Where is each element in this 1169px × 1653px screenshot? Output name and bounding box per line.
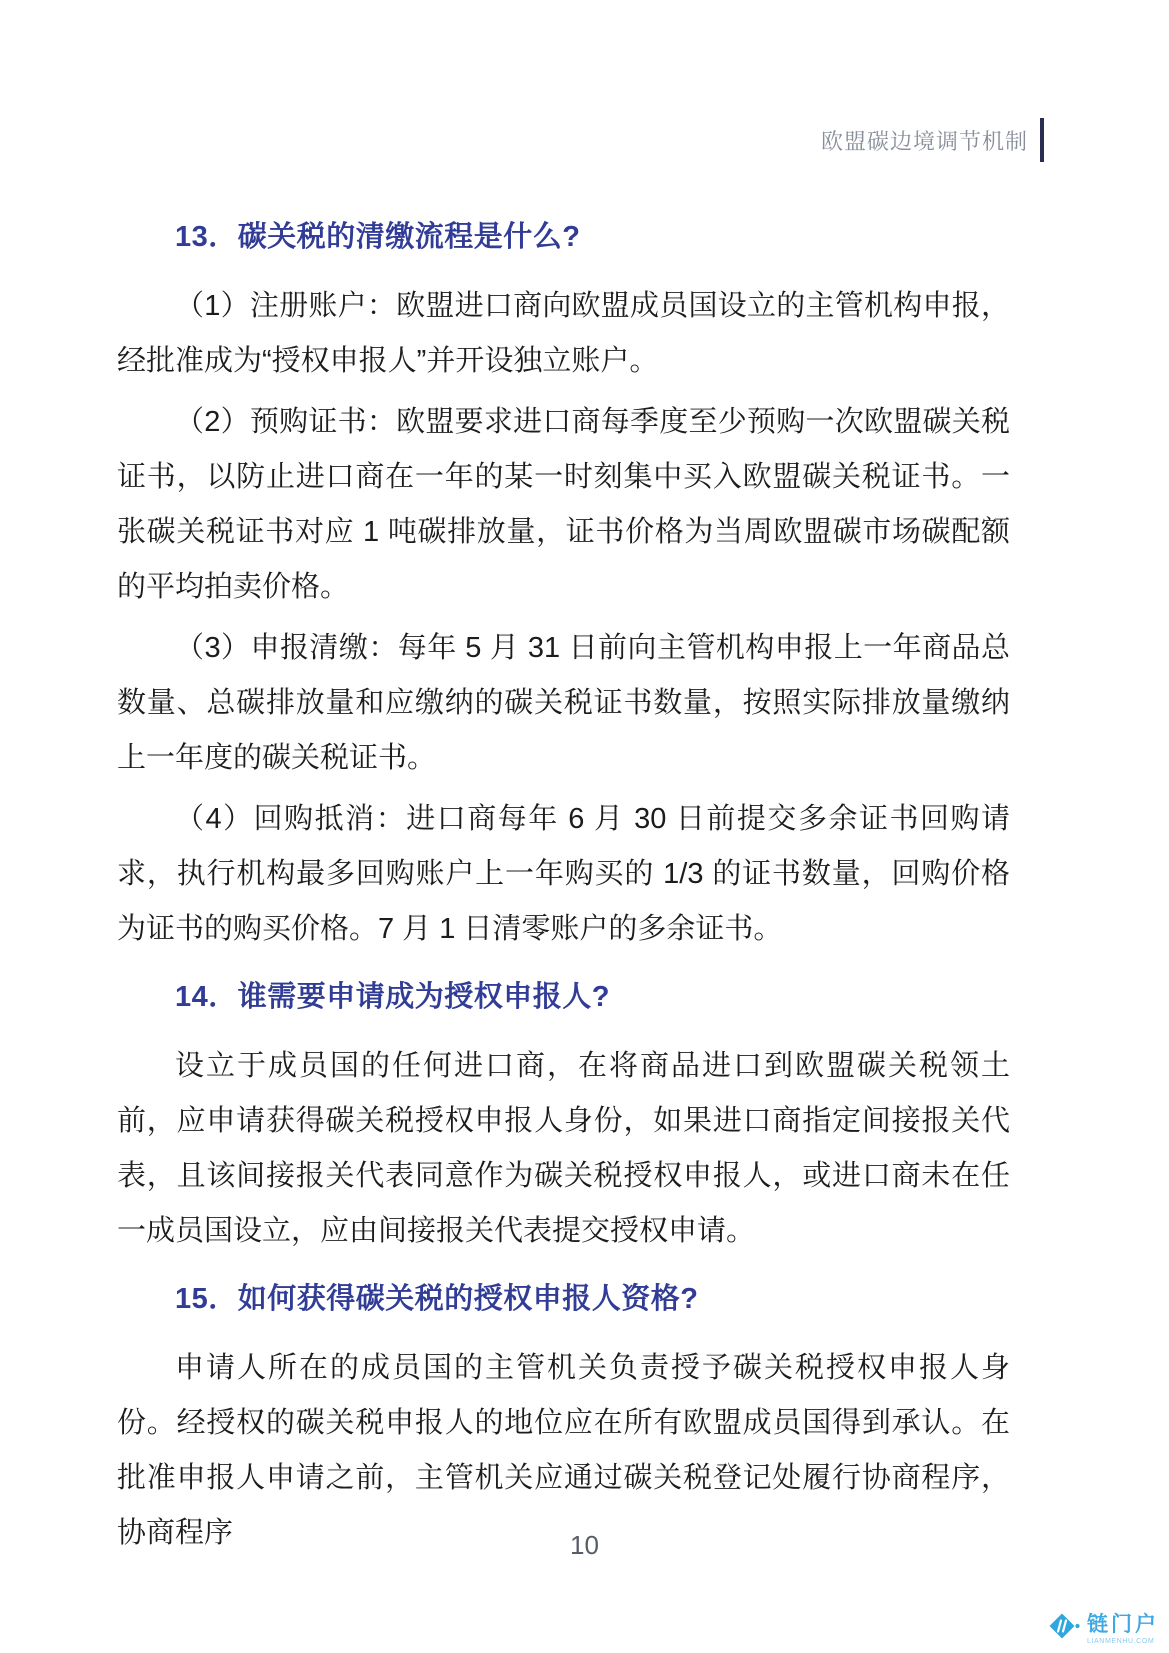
document-content: [117, 215, 1010, 1567]
header-title: 欧盟碳边境调节机制: [820, 128, 1028, 154]
header-rule-bar: [1040, 118, 1044, 162]
paragraph: （3）申报清缴：每年 5 月 31 日前向主管机构申报上一年商品总数量、总碳排放量和应缴纳的碳关税证书数量，按照实际排放量缴纳上一年度的碳关税证书。: [117, 632, 1010, 774]
question-heading-14: 14．谁需要申请成为授权申报人?: [175, 981, 610, 1013]
question-heading-15: 15．如何获得碳关税的授权申报人资格?: [175, 1283, 699, 1315]
lianmenhu-diamond-icon: [1049, 1613, 1080, 1645]
paragraph: （2）预购证书：欧盟要求进口商每季度至少预购一次欧盟碳关税证书，以防止进口商在一年的某一时刻集中买入欧盟碳关税证书。一张碳关税证书对应 1 吨碳排放量，证书价格为当周欧盟碳市场碳配额的平均拍卖价格。: [117, 406, 1010, 603]
paragraph: 申请人所在的成员国的主管机关负责授予碳关税授权申报人身份。经授权的碳关税申报人的地位应在所有欧盟成员国得到承认。在批准申报人申请之前，主管机关应通过碳关税登记处履行协商程序，协商程序: [117, 1352, 1010, 1549]
page-header: [821, 118, 1044, 162]
brand-watermark: [1049, 1613, 1159, 1645]
question-heading-13: 13．碳关税的清缴流程是什么?: [175, 221, 581, 253]
brand-name: 链门户: [1087, 1612, 1159, 1636]
paragraph: 设立于成员国的任何进口商，在将商品进口到欧盟碳关税领土前，应申请获得碳关税授权申报人身份，如果进口商指定间接报关代表，且该间接报关代表同意作为碳关税授权申报人，或进口商未在任一成员国设立，应由间接报关代表提交授权申请。: [117, 1050, 1010, 1247]
brand-text-block: [1087, 1614, 1159, 1645]
paragraph: （1）注册账户：欧盟进口商向欧盟成员国设立的主管机构申报，经批准成为“授权申报人”并开设独立账户。: [117, 290, 1010, 377]
brand-domain: LIANMENHU.COM: [1087, 1637, 1155, 1645]
page-number: 10: [570, 1530, 599, 1560]
paragraph: （4）回购抵消：进口商每年 6 月 30 日前提交多余证书回购请求，执行机构最多回购账户上一年购买的 1/3 的证书数量，回购价格为证书的购买价格。7 月 1 日清零账户的多余证书。: [117, 803, 1010, 945]
